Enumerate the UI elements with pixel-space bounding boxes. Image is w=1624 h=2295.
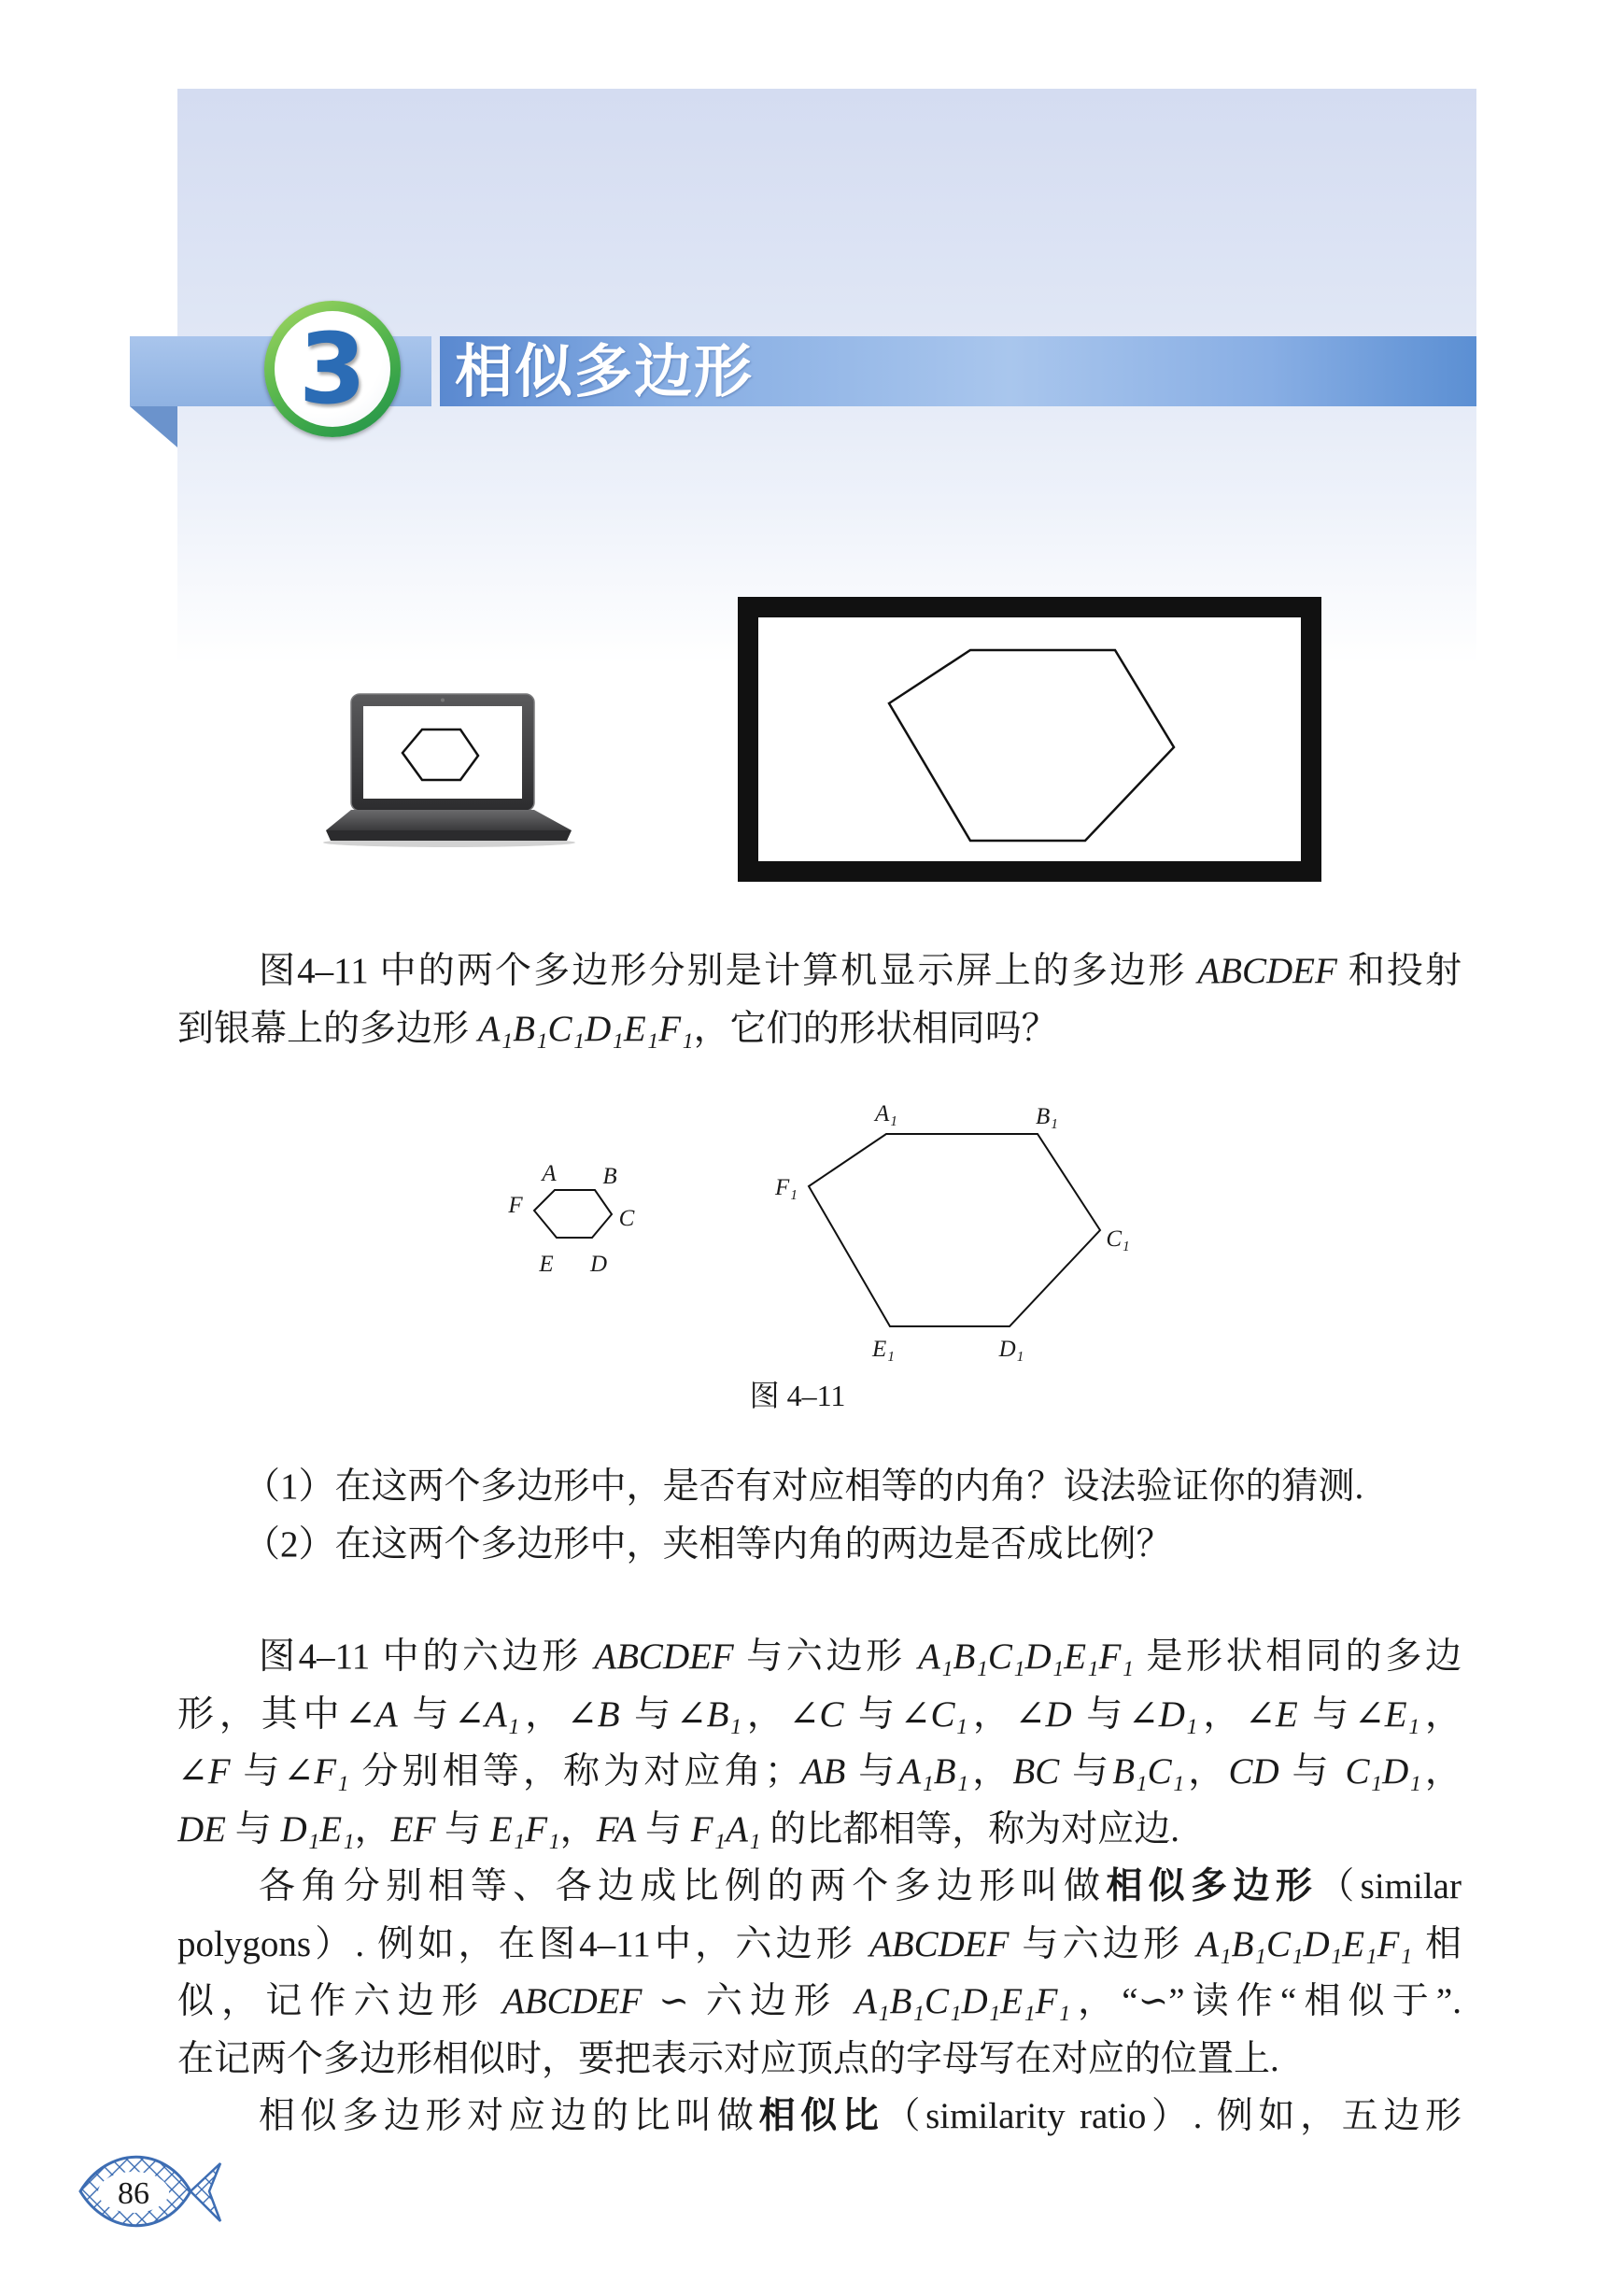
math-symbol: C (819, 1693, 844, 1735)
hexagon-a1b1c1d1e1f1 (809, 1134, 1100, 1326)
text-line: 似，记作六边形 ABCDEF ∽ 六边形 A₁B₁C₁D₁E₁F₁，“∽”读作“相似于”. (177, 1981, 1462, 2021)
figure-4-11 (507, 1101, 1129, 1412)
math-symbol: EF (390, 1808, 436, 1849)
math-symbol: C₁D₁ (1345, 1751, 1421, 1792)
laptop-front-edge (326, 830, 572, 841)
figure-caption: 图 4–11 (749, 1379, 846, 1412)
text-run: 各角分别相等、各边成比例的两个多边形叫做 (259, 1866, 1107, 1906)
term-similarity-ratio: 相似比 (758, 2095, 884, 2137)
definition-text (177, 1628, 1462, 2146)
math-symbol: DE (177, 1808, 226, 1849)
math-symbol: F₁A₁ (690, 1808, 761, 1849)
label-e: E (539, 1252, 554, 1277)
math-symbol: A₁ (484, 1693, 520, 1735)
label-d1: D₁ (998, 1337, 1024, 1362)
text-run: （similarity ratio）. 例如，五边形 (883, 2096, 1462, 2136)
label-f1: F₁ (775, 1175, 798, 1200)
text-line: ∠F 与∠F₁ 分别相等，称为对应角；AB 与A₁B₁，BC 与B₁C₁，CD 与 C₁D₁， (177, 1751, 1462, 1792)
text-line: 形，其中∠A 与∠A₁，∠B 与∠B₁，∠C 与∠C₁，∠D 与∠D₁，∠E 与∠E₁， (177, 1693, 1462, 1735)
page-number: 86 (118, 2176, 149, 2211)
text-line: 图4–11 中的两个多边形分别是计算机显示屏上的多边形 ABCDEF 和投射 (259, 951, 1462, 991)
math-symbol: B (597, 1693, 620, 1735)
math-symbol: A₁B₁C₁D₁E₁F₁ (1196, 1923, 1413, 1964)
math-symbol: E₁ (1384, 1693, 1420, 1735)
page-number-fish (80, 2157, 220, 2226)
laptop-illustration (323, 694, 575, 847)
intro-paragraph (177, 942, 1462, 1058)
math-symbol: F₁ (314, 1751, 349, 1792)
math-symbol: C₁ (930, 1693, 968, 1735)
math-symbol: A₁B₁ (898, 1751, 969, 1792)
projection-screen-surface (758, 617, 1301, 861)
math-symbol: D₁ (1158, 1693, 1198, 1735)
label-a1: A₁ (875, 1101, 897, 1126)
projection-screen (738, 597, 1321, 882)
text-run: （similar (1318, 1866, 1462, 1906)
math-symbol: ABCDEF (868, 1923, 1010, 1964)
math-symbol: ABCDEF (501, 1981, 643, 2021)
math-symbol: E₁F₁ (489, 1808, 560, 1849)
question-2: （2）在这两个多边形中，夹相等内角的两边是否成比例？ (244, 1524, 1173, 1565)
label-e1: E₁ (872, 1337, 895, 1362)
label-c1: C₁ (1106, 1226, 1130, 1252)
math-symbol: A₁B₁C₁D₁E₁F₁ (918, 1636, 1134, 1677)
math-symbol: ABCDEF (1197, 951, 1337, 991)
math-symbol: A₁B₁C₁D₁E₁F₁ (477, 1009, 694, 1049)
term-similar-polygons: 相似多边形 (1106, 1865, 1319, 1907)
definition-line (177, 2088, 1462, 2146)
math-symbol: E (1275, 1693, 1298, 1735)
section-number: 3 (275, 311, 390, 427)
math-symbol: AB (800, 1751, 846, 1792)
math-symbol: B₁ (706, 1693, 742, 1735)
label-b: B (602, 1164, 617, 1189)
laptop-camera (441, 699, 445, 702)
text-line: 到银幕上的多边形 A₁B₁C₁D₁E₁F₁，它们的形状相同吗？ (177, 1009, 1058, 1049)
question-1: （1）在这两个多边形中，是否有对应相等的内角？设法验证你的猜测. (244, 1466, 1364, 1507)
label-c: C (618, 1206, 635, 1231)
hexagon-abcdef (534, 1190, 612, 1238)
text-line: polygons）. 例如，在图4–11中，六边形 ABCDEF 与六边形 A₁B₁C₁D₁E₁F₁ 相 (177, 1923, 1462, 1964)
section-title: 相似多边形 (455, 337, 755, 405)
math-symbol: FA (596, 1808, 637, 1849)
text-line: 在记两个多边形相似时，要把表示对应顶点的字母写在对应的位置上. (177, 2038, 1279, 2079)
math-symbol: A (375, 1693, 398, 1735)
math-symbol: D (1045, 1693, 1072, 1735)
label-d: D (589, 1252, 608, 1277)
text-line: DE 与 D₁E₁，EF 与 E₁F₁，FA 与 F₁A₁ 的比都相等，称为对应边. (177, 1808, 1180, 1849)
math-symbol: ABCDEF (594, 1636, 734, 1677)
math-symbol: F (207, 1751, 231, 1792)
label-f: F (508, 1193, 523, 1218)
label-a: A (542, 1161, 557, 1186)
text-line: 图4–11 中的六边形 ABCDEF 与六边形 A₁B₁C₁D₁E₁F₁ 是形状相同的多边 (259, 1636, 1462, 1677)
math-symbol: D₁E₁ (280, 1808, 355, 1849)
fish-tail (191, 2163, 220, 2221)
math-symbol: B₁C₁ (1112, 1751, 1185, 1792)
math-symbol: CD (1228, 1751, 1279, 1792)
math-symbol: BC (1012, 1751, 1060, 1792)
label-b1: B₁ (1036, 1104, 1058, 1129)
text-run: 相似多边形对应边的比叫做 (259, 2096, 759, 2136)
definition-line (177, 1858, 1462, 1916)
laptop-screen (363, 706, 522, 799)
math-symbol: A₁B₁C₁D₁E₁F₁ (854, 1981, 1071, 2021)
laptop-deck (326, 810, 572, 830)
questions (177, 1458, 1462, 1574)
